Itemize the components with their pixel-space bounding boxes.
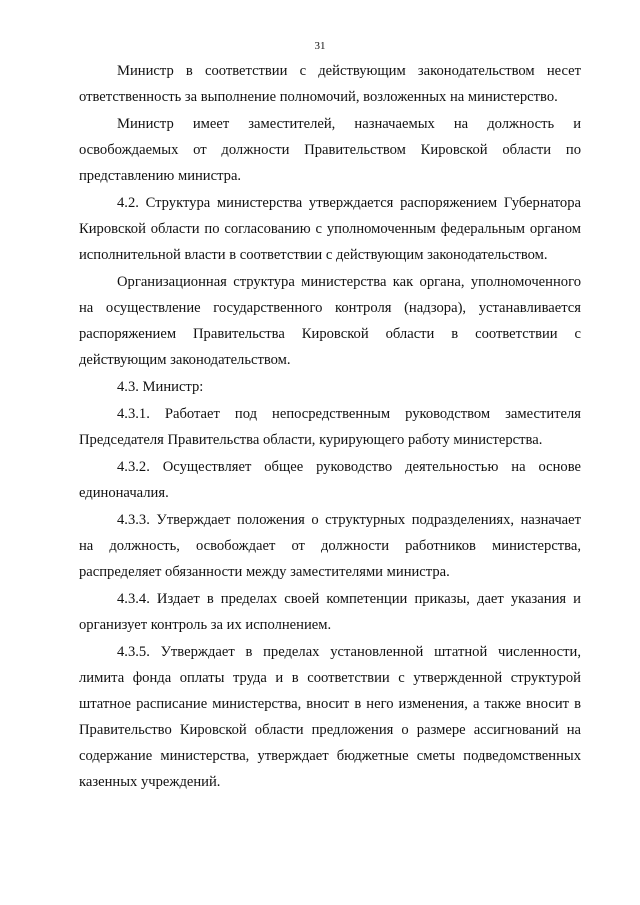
paragraph-organizational-structure: Организационная структура министерства как органа, уполномоченного на осуществление государственного контроля (надзора), устанавливается распоряжением Правительства Кировской области в соответствии с действующим законодательством.	[79, 274, 581, 368]
paragraph-4-3-4: 4.3.4. Издает в пределах своей компетенции приказы, дает указания и организует контроль за их исполнением.	[79, 591, 581, 633]
page-number: 31	[314, 40, 326, 52]
paragraph-4-3-5: 4.3.5. Утверждает в пределах установленной штатной численности, лимита фонда оплаты труда и в соответствии с утвержденной структурой штатное расписание министерства, вносит в него изменения, а также вносит в Правительство Кировской области предложения о размере ассигнований на содержание министерства, утверждает бюджетные сметы подведомственных казенных учреждений.	[79, 644, 581, 790]
paragraph-minister-responsibility: Министр в соответствии с действующим законодательством несет ответственность за выполнение полномочий, возложенных на министерство.	[79, 63, 581, 105]
paragraph-4-3-minister: 4.3. Министр:	[117, 379, 204, 395]
paragraph-4-2-structure: 4.2. Структура министерства утверждается распоряжением Губернатора Кировской области по согласованию с уполномоченным федеральным органом исполнительной власти в соответствии с действующим законодательством.	[79, 195, 581, 263]
document-body	[79, 58, 581, 795]
paragraph-4-3-3: 4.3.3. Утверждает положения о структурных подразделениях, назначает на должность, освобождает от должности работников министерства, распределяет обязанности между заместителями министра.	[79, 512, 581, 580]
paragraph-minister-deputies: Министр имеет заместителей, назначаемых на должность и освобождаемых от должности Правительством Кировской области по представлению министра.	[79, 116, 581, 184]
paragraph-4-3-2: 4.3.2. Осуществляет общее руководство деятельностью на основе единоначалия.	[79, 459, 581, 501]
paragraph-4-3-1: 4.3.1. Работает под непосредственным руководством заместителя Председателя Правительства области, курирующего работу министерства.	[79, 406, 581, 448]
